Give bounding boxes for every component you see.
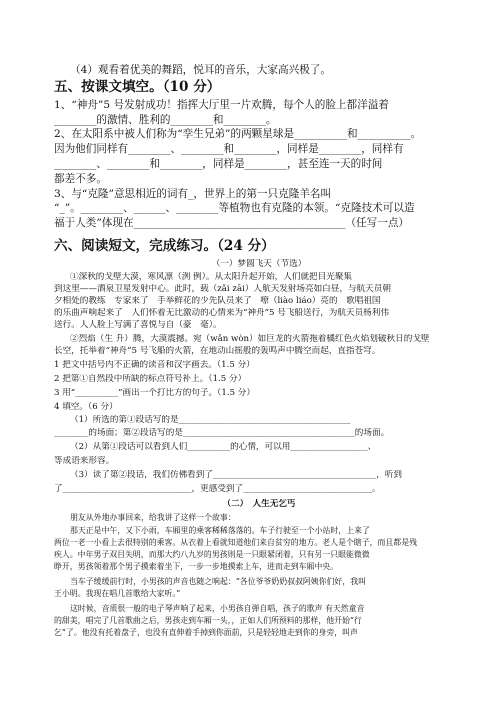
text-line-l07: ________、________和________，同样是________，甚至连一天的时间 [54,158,383,170]
text-line-l40: 的甜美，唱完了几首歌曲之后，男孩走到车厢一头，，正如人们所预料的那样，他开始“行 [54,616,362,625]
text-line-l04: ________的激情、胜利的________和________。 [54,114,277,126]
text-line-l01: （4）观看着优美的舞蹈，悦耳的音乐，大家高兴极了。 [70,64,331,76]
text-line-l26: ________的场面；第②段话写的是________________________________________的场面。 [54,428,390,438]
text-line-l05: 2、在太阳系中被人们称为“孪生兄弟”的两颗星球是__________和__________。 [54,128,422,140]
text-line-l37: 当车子缓缓前行时，小男孩的声音也随之响起：“各位爷爷奶奶叔叔阿姨你们好，我叫 [70,577,366,586]
text-line-l15: 到这里——酒泉卫星发射中心。此时，载（zǎi zāi）人航天发射场亮如白昼，与航天员朝 [54,284,391,294]
text-line-l23: 3 用“__________”画出一个打比方的句子。（1.5 分） [54,388,255,398]
text-line-l41: 乞”了。他没有托着盘子，也没有直伸着手掉到你面前，只是轻轻地走到你的身旁，叫声 [54,628,358,637]
text-line-l33: 那天正是中午，又下小雨，车厢里的乘客稀稀落落的。车子行驶至一个小站时，上来了 [70,526,370,535]
text-line-l21: 1 把文中括号内不正确的读音和汉字画去。（1.5 分） [54,360,255,370]
text-line-l17: 的乐曲声响起来了 人们怀着无比激动的心情来为“神舟”5 号飞船送行，为航天员杨利伟 [54,308,389,318]
text-line-l12: 六、阅读短文，完成练习。（24 分） [54,238,275,254]
text-line-l24: 4 填空。（6 分） [54,402,118,412]
text-line-l38: 王小明。我现在唱几首歌给大家听。” [54,589,181,598]
text-line-l29: （3）读了第②段话，我们仿佛看到了______________________________________，听到 [70,470,403,480]
text-line-l32: 朋友从外地办事回来，给我讲了这样一个故事： [70,513,236,522]
text-line-l27: （2）从第①段话可以看到人们__________的心情，可以用__________________、 [70,442,377,452]
text-line-l08: 都差不多。 [54,173,107,185]
text-line-l25: （1）所选的第①段话写的是________________________________________ [70,415,351,425]
text-line-l22: 2 把第①自然段中所缺的标点符号补上。（1.5 分） [54,374,247,384]
text-line-l02: 五、按课文填空。（10 分） [54,79,221,95]
text-line-l28: 等成语来形容。 [54,456,115,466]
text-line-l34: 两位一老一小看上去很特别的乘客。从衣着上看就知道他们来自贫穷的地方。老人是个瞎子，而且都是残 [54,538,417,547]
text-line-l11: 福于人类”体现在________________________________________（任写一点） [54,217,410,229]
text-line-l03: 1、“神舟”5 号发射成功！指挥大厅里一片欢腾，每个人的脸上都洋溢着 [54,99,389,111]
text-line-l13: （一）梦圆飞天（节选） [211,259,307,269]
text-line-l30: 了______________________________，更感受到了______________________________。 [54,484,381,494]
text-line-l36: 睁开，男孩领着那个男子摸索着坐下，一步一步地摸索上车，进而走到车厢中央。 [54,562,339,571]
text-line-l06: 因为他们同样有________、________和________，同样是________，同样有 [54,143,404,155]
text-line-l09: 3、与“克隆”意思相近的词有_，世界上的第一只克隆羊名叫 [54,188,332,200]
text-line-l18: 送行。人人脸上写满了喜悦与自（豪 毫）。 [54,320,222,330]
text-line-l20: 长空，托举着“神舟”5 号飞船的火箭，在地动山摇般的轰鸣声中腾空而起，直指苍穹。 [54,346,381,356]
text-line-l35: 疾人。中年男子双目失明，而那大约八九岁的男孩则是一只眼紧闭着，只有另一只眼能微微 [54,550,370,559]
text-line-l14: ①深秋的戈壁大漠，寒风凛（洌 例）。从太阳升起开始，人们就把目光聚集 [70,272,353,282]
text-line-l16: 夕相处的教练 专家来了 手举鲜花的少先队员来了 嘹（liào liáo）亮的 歌唱祖国 [54,296,381,306]
text-line-l31: （二） 人生无乞丐 [222,499,296,509]
text-line-l10: “_”。________、______、________等植物也有克隆的本领。“克隆技术可以造 [54,202,415,214]
text-line-l19: ②烈焰（生 升）腾，大漠震撼。宛（wǎn wòn）如巨龙的火箭拖着橘红色火焰划破秋日的戈壁 [70,334,430,344]
text-line-l39: 这时候，音质很一般的电子琴声响了起来，小男孩自弹自唱，孩子的歌声 有天然童音 [70,604,365,613]
